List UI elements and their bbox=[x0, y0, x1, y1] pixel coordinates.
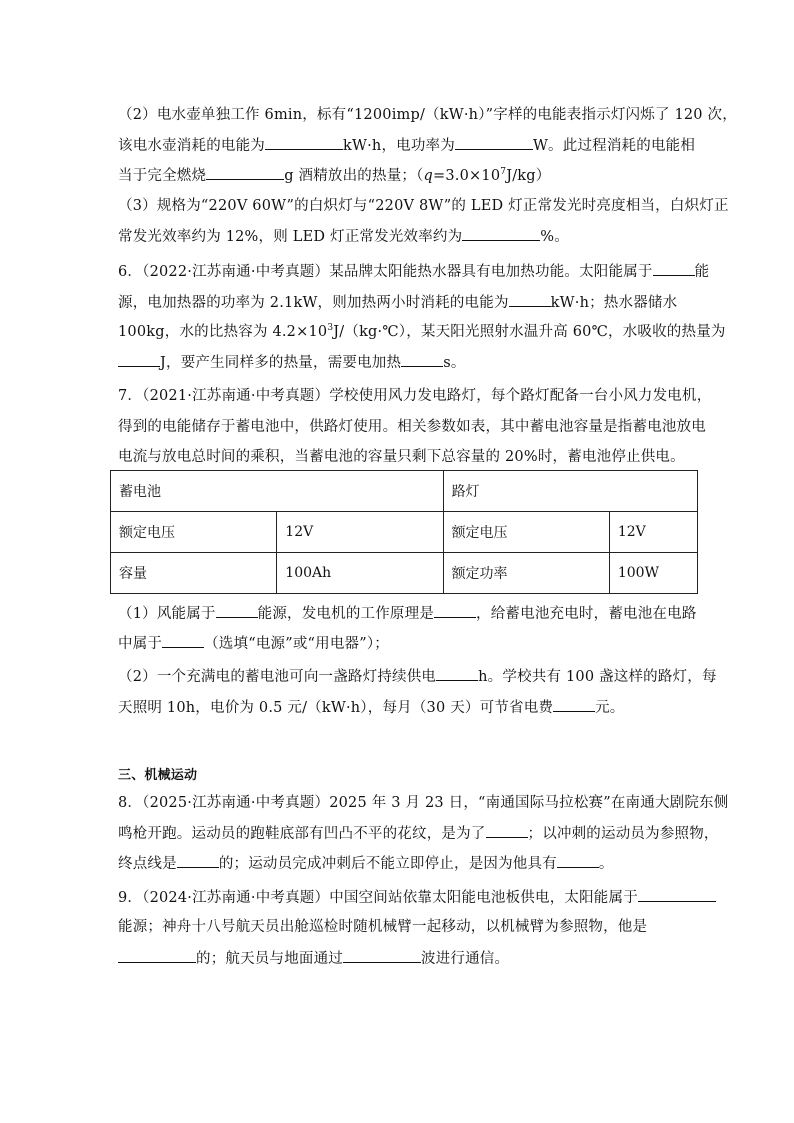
answer-blank[interactable] bbox=[462, 226, 540, 241]
answer-blank[interactable] bbox=[206, 165, 284, 180]
text: 电流与放电总时间的乘积，当蓄电池的容量只剩下总容量的 20%时，蓄电池停止供电。 bbox=[118, 449, 685, 465]
text: （2）一个充满电的蓄电池可向一盏路灯持续供电 bbox=[118, 669, 437, 685]
text: 的；航天员与地面通过 bbox=[196, 951, 343, 967]
q9-line-1 bbox=[118, 887, 716, 908]
q5-line-3 bbox=[118, 165, 550, 186]
text: 得到的电能储存于蓄电池中，供路灯使用。相关参数如表，其中蓄电池容量是指蓄电池放电 bbox=[118, 419, 706, 435]
exponent: 3 bbox=[327, 323, 334, 334]
text: 100kg，水的比热容为 4.2×10 bbox=[118, 324, 328, 340]
q5-line-1 bbox=[118, 105, 737, 125]
answer-blank[interactable] bbox=[653, 261, 695, 276]
text: 能源，发电机的工作原理是 bbox=[257, 606, 435, 622]
text: 终点线是 bbox=[118, 856, 177, 872]
text: 9．（2024·江苏南通·中考真题）中国空间站依靠太阳能电池板供电，太阳能属于 bbox=[118, 890, 638, 906]
answer-blank[interactable] bbox=[343, 948, 421, 963]
table-row bbox=[111, 512, 698, 553]
text: 波进行通信。 bbox=[421, 951, 510, 967]
answer-blank[interactable] bbox=[638, 887, 716, 902]
answer-blank[interactable] bbox=[434, 603, 476, 618]
q8-line-1 bbox=[118, 793, 728, 813]
text: ，给蓄电池充电时，蓄电池在电路 bbox=[476, 606, 697, 622]
answer-blank[interactable] bbox=[118, 948, 196, 963]
text: J，要产生同样多的热量，需要电加热 bbox=[160, 355, 402, 371]
text: 源，电加热器的功率为 2.1kW，则加热两小时消耗的电能为 bbox=[118, 295, 509, 311]
answer-blank[interactable] bbox=[557, 853, 599, 868]
q6-line-3 bbox=[118, 322, 726, 342]
text: 能源；神舟十八号航天员出舱巡检时随机械臂一起移动，以机械臂为参照物，他是 bbox=[118, 919, 648, 935]
text: 元。 bbox=[595, 700, 625, 716]
section-title: 三、机械运动 bbox=[118, 768, 198, 783]
q9-line-3 bbox=[118, 948, 509, 969]
q7-sub2-line-2 bbox=[118, 697, 625, 718]
text: 中属于 bbox=[118, 636, 163, 652]
text: J/（kg·℃），某天阳光照射水温升高 60℃，水吸收的热量为 bbox=[333, 324, 726, 340]
table-row bbox=[111, 553, 698, 594]
q7-line-1 bbox=[118, 386, 711, 406]
text: ；以冲刺的运动员为参照物， bbox=[527, 826, 719, 842]
answer-blank[interactable] bbox=[216, 603, 258, 618]
text: （3）规格为“220V 60W”的白炽灯与“220V 8W”的 LED 灯正常发光时亮度相当，白炽灯正 bbox=[118, 198, 729, 214]
q9-line-2 bbox=[118, 917, 647, 937]
table-cell: 容量 bbox=[111, 553, 277, 594]
text: （2）电水壶单独工作 6min，标有“1200imp/（kW·h）”字样的电能表指示灯闪烁了 120 次， bbox=[118, 107, 737, 123]
text: 天照明 10h，电价为 0.5 元/（kW·h），每月（30 天）可节省电费 bbox=[118, 700, 554, 716]
q7-sub1-line-2 bbox=[118, 633, 389, 654]
text: 当于完全燃烧 bbox=[118, 168, 207, 184]
text: =3.0×10 bbox=[433, 168, 501, 184]
answer-blank[interactable] bbox=[177, 853, 219, 868]
q5-line-4 bbox=[118, 196, 729, 216]
table-header-row bbox=[111, 471, 698, 512]
table-header-cell: 蓄电池 bbox=[111, 471, 444, 512]
table-cell: 100Ah bbox=[277, 553, 443, 594]
q6-line-2 bbox=[118, 292, 677, 313]
table-cell: 12V bbox=[277, 512, 443, 553]
table-cell: 100W bbox=[609, 553, 697, 594]
q7-sub2-line-1 bbox=[118, 666, 717, 687]
q8-line-2 bbox=[118, 823, 719, 844]
text: 。 bbox=[598, 856, 614, 872]
text: W。此过程消耗的电能相 bbox=[532, 138, 696, 154]
table-header-cell: 路灯 bbox=[443, 471, 697, 512]
text: 鸣枪开跑。运动员的跑鞋底部有凹凸不平的花纹，是为了 bbox=[118, 826, 486, 842]
text: kW·h；热水器储水 bbox=[550, 295, 678, 311]
table-cell: 12V bbox=[609, 512, 697, 553]
q7-line-2 bbox=[118, 417, 706, 437]
text: 6．（2022·江苏南通·中考真题）某品牌太阳能热水器具有电加热功能。太阳能属于 bbox=[118, 264, 653, 280]
text: 常发光效率约为 12%，则 LED 灯正常发光效率约为 bbox=[118, 229, 463, 245]
answer-blank[interactable] bbox=[553, 697, 595, 712]
text: kW·h，电功率为 bbox=[343, 138, 455, 154]
q7-line-3 bbox=[118, 447, 685, 467]
text: 能 bbox=[694, 264, 710, 280]
text: 该电水壶消耗的电能为 bbox=[118, 138, 265, 154]
answer-blank[interactable] bbox=[401, 352, 443, 367]
text: 7．（2021·江苏南通·中考真题）学校使用风力发电路灯，每个路灯配备一台小风力发电机， bbox=[118, 388, 712, 404]
text: （1）风能属于 bbox=[118, 606, 216, 622]
text: %。 bbox=[540, 229, 569, 245]
answer-blank[interactable] bbox=[486, 823, 528, 838]
q5-line-5 bbox=[118, 226, 569, 247]
text: 的；运动员完成冲刺后不能立即停止，是因为他具有 bbox=[218, 856, 557, 872]
answer-blank[interactable] bbox=[265, 135, 343, 150]
q6-line-4 bbox=[118, 352, 466, 373]
table-cell: 额定电压 bbox=[111, 512, 277, 553]
variable-q: q bbox=[423, 168, 434, 184]
answer-blank[interactable] bbox=[436, 666, 478, 681]
q8-line-3 bbox=[118, 853, 614, 874]
text: g 酒精放出的热量；（ bbox=[284, 168, 424, 184]
exponent: 7 bbox=[500, 167, 507, 178]
table-cell: 额定电压 bbox=[443, 512, 609, 553]
text: h。学校共有 100 盏这样的路灯，每 bbox=[478, 669, 717, 685]
text: （选填“电源”或“用电器”）； bbox=[204, 636, 390, 652]
text: J/kg） bbox=[506, 168, 551, 184]
q7-sub1-line-1 bbox=[118, 603, 697, 624]
text: s。 bbox=[443, 355, 466, 371]
q6-line-1 bbox=[118, 261, 709, 282]
answer-blank[interactable] bbox=[162, 633, 204, 648]
answer-blank[interactable] bbox=[118, 352, 160, 367]
table-cell: 额定功率 bbox=[443, 553, 609, 594]
q5-line-2 bbox=[118, 135, 695, 156]
answer-blank[interactable] bbox=[455, 135, 533, 150]
answer-blank[interactable] bbox=[509, 292, 551, 307]
text: 8．（2025·江苏南通·中考真题）2025 年 3 月 23 日，“南通国际马拉松赛”在南通大剧院东侧 bbox=[118, 795, 729, 811]
parameter-table bbox=[110, 470, 698, 594]
